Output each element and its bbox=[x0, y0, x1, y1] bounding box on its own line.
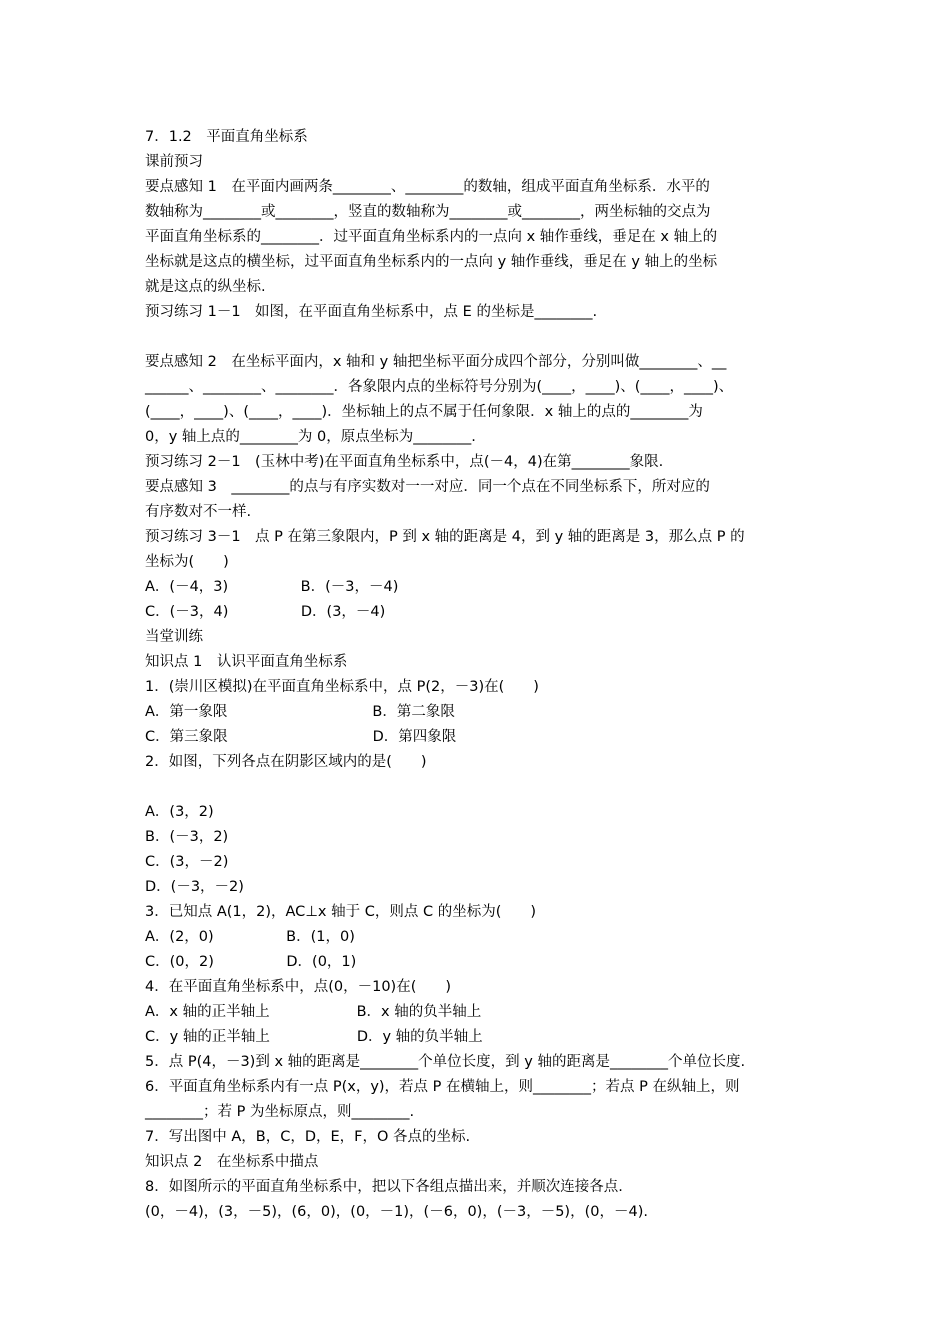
text-line: 要点感知 2 在坐标平面内，x 轴和 y 轴把坐标平面分成四个部分，分别叫做________、__ bbox=[145, 354, 727, 370]
choice-line: B．(－3，2) bbox=[145, 829, 229, 845]
choice-line: C．(－3，4) D．(3，－4) bbox=[145, 604, 386, 620]
choice-line: C．y 轴的正半轴上 D．y 轴的负半轴上 bbox=[145, 1029, 483, 1045]
choice-line: A．(2，0) B．(1，0) bbox=[145, 929, 355, 945]
question-line: 1．(崇川区模拟)在平面直角坐标系中，点 P(2，－3)在( ) bbox=[145, 679, 539, 695]
choice-line: C．(3，－2) bbox=[145, 854, 229, 870]
text-line: 0，y 轴上点的________为 0，原点坐标为________. bbox=[145, 429, 476, 445]
choice-line: A．(3，2) bbox=[145, 804, 214, 820]
section-title: 7．1.2 平面直角坐标系 bbox=[145, 129, 308, 145]
question-line: 3．已知点 A(1，2)，AC⊥x 轴于 C，则点 C 的坐标为( ) bbox=[145, 904, 537, 920]
knowledge-point-heading: 知识点 1 认识平面直角坐标系 bbox=[145, 654, 348, 670]
text-line: ________；若 P 为坐标原点，则________. bbox=[145, 1104, 415, 1120]
heading-preview: 课前预习 bbox=[145, 154, 203, 170]
question-line: 4．在平面直角坐标系中，点(0，－10)在( ) bbox=[145, 979, 452, 995]
text-line: ______、________、________．各象限内点的坐标符号分别为(____，____)、(____，____)、 bbox=[145, 379, 734, 395]
text-line: 数轴称为________或________，竖直的数轴称为________或________，两坐标轴的交点为 bbox=[145, 204, 711, 220]
text-line: 要点感知 3 ________的点与有序实数对一一对应．同一个点在不同坐标系下，所对应的 bbox=[145, 479, 710, 495]
choice-line: D．(－3，－2) bbox=[145, 879, 244, 895]
exercise-line: 预习练习 2－1 (玉林中考)在平面直角坐标系中，点(－4，4)在第________象限. bbox=[145, 454, 664, 470]
question-line: 5．点 P(4，－3)到 x 轴的距离是________个单位长度，到 y 轴的距离是________个单位长度. bbox=[145, 1054, 746, 1070]
choice-line: A．x 轴的正半轴上 B．x 轴的负半轴上 bbox=[145, 1004, 482, 1020]
text-line: 有序数对不一样. bbox=[145, 504, 252, 520]
question-line: 2．如图，下列各点在阴影区域内的是( ) bbox=[145, 754, 427, 770]
text-line: 坐标就是这点的横坐标，过平面直角坐标系内的一点向 y 轴作垂线，垂足在 y 轴上的坐标 bbox=[145, 254, 718, 270]
text-line: (____，____)、(____，____)．坐标轴上的点不属于任何象限．x 轴上的点的________为 bbox=[145, 404, 703, 420]
text-line: 坐标为( ) bbox=[145, 554, 229, 570]
choice-line: C．(0，2) D．(0，1) bbox=[145, 954, 357, 970]
text-line: 要点感知 1 在平面内画两条________、________的数轴，组成平面直角坐标系．水平的 bbox=[145, 179, 710, 195]
text-line: (0，－4)，(3，－5)，(6，0)，(0，－1)，(－6，0)，(－3，－5)，(0，－4). bbox=[145, 1204, 648, 1220]
text-line: 就是这点的纵坐标. bbox=[145, 279, 266, 295]
heading-practice: 当堂训练 bbox=[145, 629, 203, 645]
question-line: 8．如图所示的平面直角坐标系中，把以下各组点描出来，并顺次连接各点. bbox=[145, 1179, 623, 1195]
choice-line: C．第三象限 D．第四象限 bbox=[145, 729, 457, 745]
question-line: 6．平面直角坐标系内有一点 P(x，y)，若点 P 在横轴上，则________；若点 P 在纵轴上，则 bbox=[145, 1079, 740, 1095]
exercise-line: 预习练习 3－1 点 P 在第三象限内，P 到 x 轴的距离是 4，到 y 轴的距离是 3，那么点 P 的 bbox=[145, 529, 745, 545]
knowledge-point-heading: 知识点 2 在坐标系中描点 bbox=[145, 1154, 319, 1170]
choice-line: A．第一象限 B．第二象限 bbox=[145, 704, 455, 720]
text-line: 平面直角坐标系的________．过平面直角坐标系内的一点向 x 轴作垂线，垂足在 x 轴上的 bbox=[145, 229, 718, 245]
choice-line: A．(－4，3) B．(－3，－4) bbox=[145, 579, 399, 595]
question-line: 7．写出图中 A，B，C，D，E，F，O 各点的坐标. bbox=[145, 1129, 471, 1145]
exercise-line: 预习练习 1－1 如图，在平面直角坐标系中，点 E 的坐标是________. bbox=[145, 304, 598, 320]
